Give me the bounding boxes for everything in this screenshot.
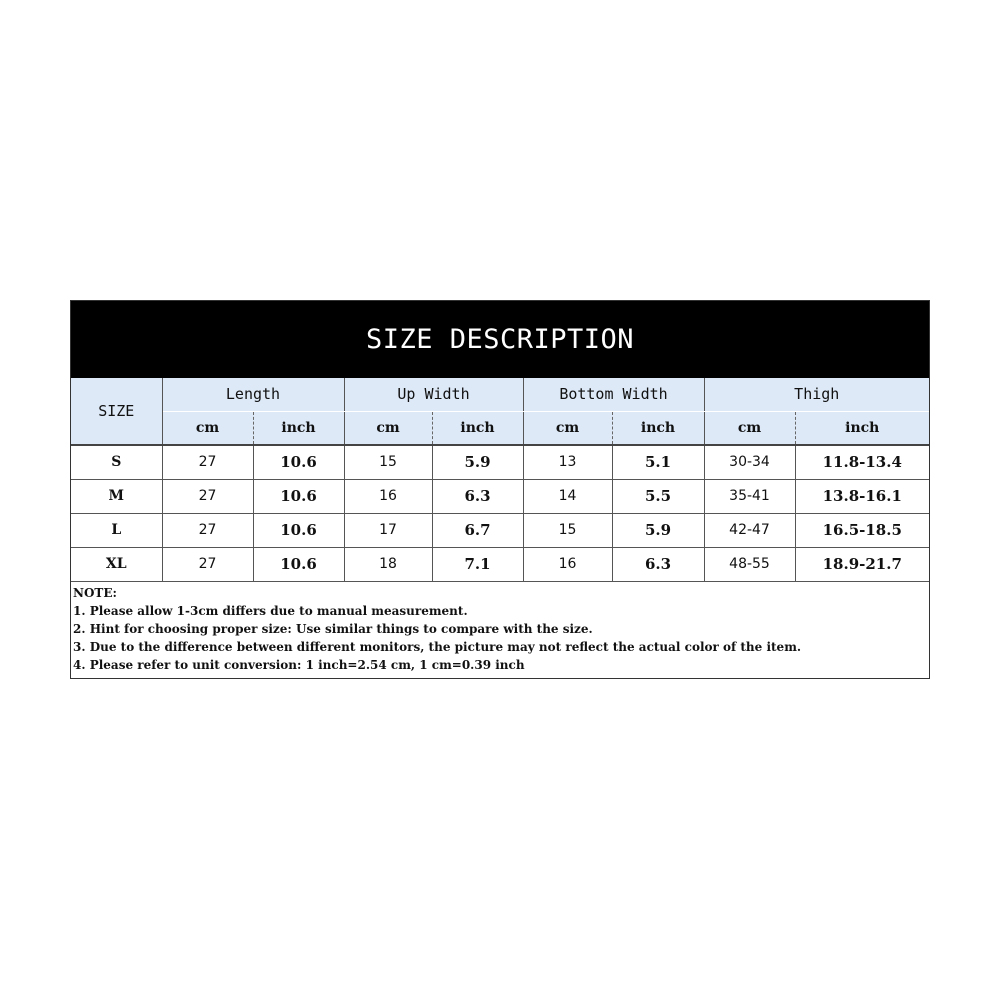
table-row xyxy=(71,445,929,479)
cell-cm: 15 xyxy=(344,445,432,479)
cell-cm: 48-55 xyxy=(704,547,795,581)
cell-inch: 5.5 xyxy=(612,479,704,513)
notes-heading: NOTE: xyxy=(73,586,117,600)
cell-inch: 6.3 xyxy=(612,547,704,581)
cell-inch: 7.1 xyxy=(432,547,523,581)
unit-header-cm: cm xyxy=(344,411,432,445)
chart-title: SIZE DESCRIPTION xyxy=(71,301,929,378)
cell-cm: 42-47 xyxy=(704,513,795,547)
cell-inch: 10.6 xyxy=(253,479,344,513)
note-item: 4. Please refer to unit conversion: 1 inch=2.54 cm, 1 cm=0.39 inch xyxy=(73,658,525,672)
unit-header-inch: inch xyxy=(612,411,704,445)
cell-inch: 5.9 xyxy=(432,445,523,479)
note-item: 3. Due to the difference between different monitors, the picture may not reflect the actual color of the item. xyxy=(73,640,802,654)
group-header-bottom-width: Bottom Width xyxy=(523,378,704,411)
cell-cm: 15 xyxy=(523,513,612,547)
cell-inch: 6.7 xyxy=(432,513,523,547)
size-label: S xyxy=(71,445,162,479)
size-chart xyxy=(70,300,930,679)
cell-cm: 30-34 xyxy=(704,445,795,479)
size-label: XL xyxy=(71,547,162,581)
unit-header-inch: inch xyxy=(253,411,344,445)
size-label: L xyxy=(71,513,162,547)
unit-header-inch: inch xyxy=(795,411,929,445)
cell-cm: 16 xyxy=(344,479,432,513)
unit-header-inch: inch xyxy=(432,411,523,445)
group-header-thigh: Thigh xyxy=(704,378,929,411)
cell-inch: 10.6 xyxy=(253,445,344,479)
cell-inch: 11.8-13.4 xyxy=(795,445,929,479)
group-header-up-width: Up Width xyxy=(344,378,523,411)
size-table xyxy=(71,378,929,581)
cell-cm: 16 xyxy=(523,547,612,581)
table-row xyxy=(71,547,929,581)
cell-inch: 10.6 xyxy=(253,513,344,547)
cell-inch: 5.1 xyxy=(612,445,704,479)
cell-inch: 5.9 xyxy=(612,513,704,547)
cell-cm: 27 xyxy=(162,445,253,479)
note-item: 2. Hint for choosing proper size: Use similar things to compare with the size. xyxy=(73,622,593,636)
cell-cm: 14 xyxy=(523,479,612,513)
cell-cm: 17 xyxy=(344,513,432,547)
table-row xyxy=(71,513,929,547)
cell-cm: 27 xyxy=(162,479,253,513)
notes-section xyxy=(71,581,929,678)
cell-cm: 35-41 xyxy=(704,479,795,513)
cell-inch: 16.5-18.5 xyxy=(795,513,929,547)
note-item: 1. Please allow 1-3cm differs due to manual measurement. xyxy=(73,604,468,618)
unit-header-cm: cm xyxy=(704,411,795,445)
cell-cm: 18 xyxy=(344,547,432,581)
cell-inch: 10.6 xyxy=(253,547,344,581)
group-header-length: Length xyxy=(162,378,344,411)
cell-cm: 27 xyxy=(162,513,253,547)
size-column-header: SIZE xyxy=(71,378,162,445)
unit-header-cm: cm xyxy=(162,411,253,445)
cell-inch: 6.3 xyxy=(432,479,523,513)
cell-cm: 27 xyxy=(162,547,253,581)
cell-inch: 13.8-16.1 xyxy=(795,479,929,513)
unit-header-cm: cm xyxy=(523,411,612,445)
size-label: M xyxy=(71,479,162,513)
cell-cm: 13 xyxy=(523,445,612,479)
cell-inch: 18.9-21.7 xyxy=(795,547,929,581)
table-row xyxy=(71,479,929,513)
